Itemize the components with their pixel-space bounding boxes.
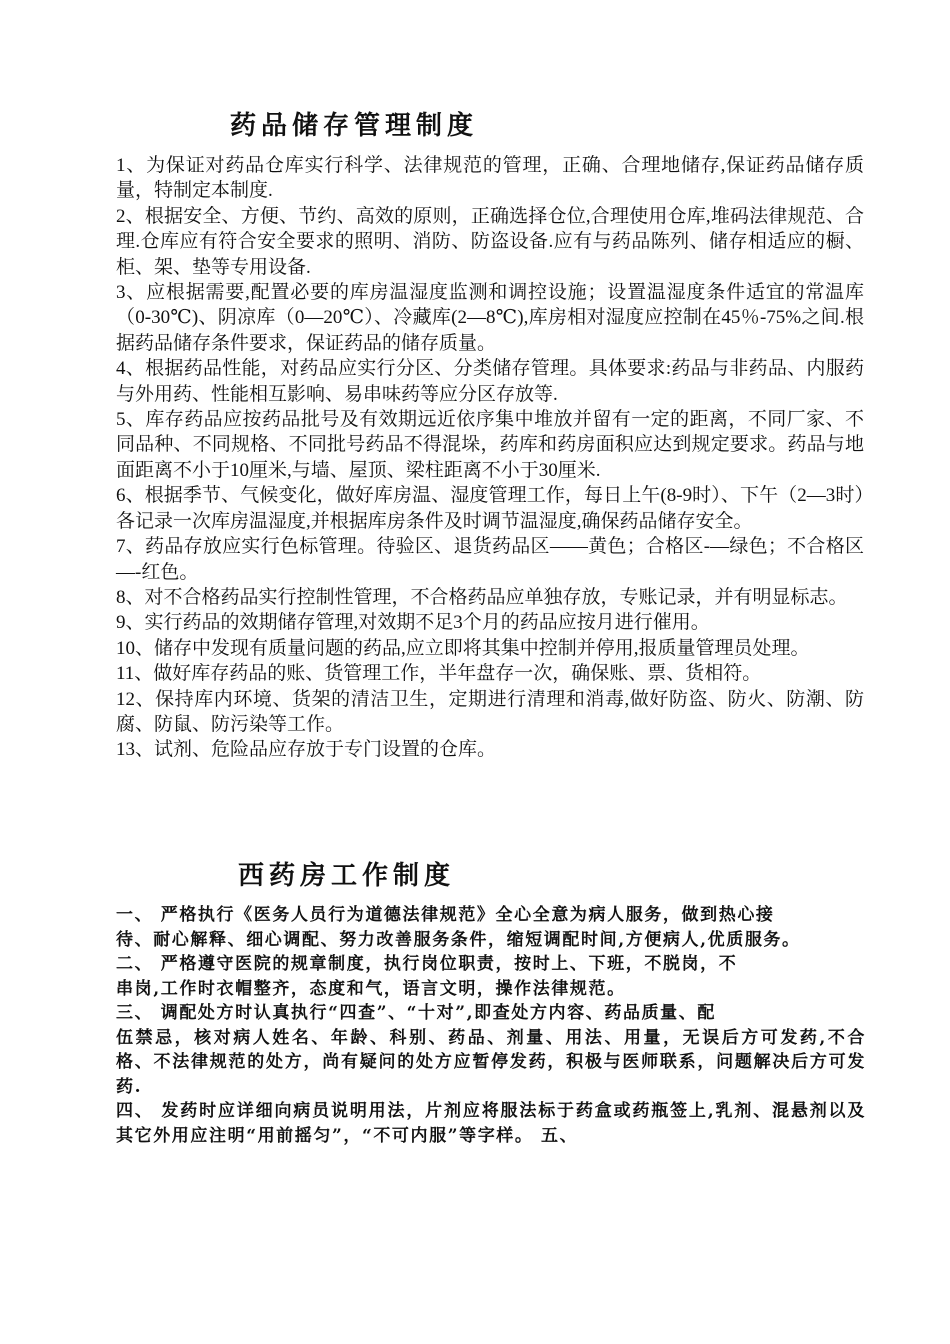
- pharmacy-rules-section: [116, 903, 866, 1148]
- storage-rule-paragraph: 6、根据季节、气候变化，做好库房温、湿度管理工作，每日上午(8-9时）、下午（2—3时）各记录一次库房温湿度,并根据库房条件及时调节温湿度,确保药品储存安全。: [116, 485, 864, 532]
- storage-rule-paragraph: 10、储存中发现有质量问题的药品,应立即将其集中控制并停用,报质量管理员处理。: [116, 637, 810, 659]
- pharmacy-rule-paragraph: 待、耐心解释、细心调配、努力改善服务条件，缩短调配时间,方便病人,优质服务。: [116, 929, 801, 950]
- storage-rule-paragraph: 5、库存药品应按药品批号及有效期远近依序集中堆放并留有一定的距离，不同厂家、不同品种、不同规格、不同批号药品不得混垛，药库和药房面积应达到规定要求。药品与地面距离不小于10厘米,与墙、屋顶、梁柱距离不小于30厘米.: [116, 409, 864, 481]
- storage-rule-paragraph: 12、保持库内环境、货架的清洁卫生，定期进行清理和消毒,做好防盗、防火、防潮、防腐、防鼠、防污染等工作。: [116, 688, 864, 735]
- storage-rule-paragraph: 4、根据药品性能，对药品应实行分区、分类储存管理。具体要求:药品与非药品、内服药与外用药、性能相互影响、易串味药等应分区存放等.: [116, 358, 864, 405]
- pharmacy-rule-paragraph: 四、 发药时应详细向病员说明用法，片剂应将服法标于药盒或药瓶签上,乳剂、混悬剂以及其它外用应注明“用前摇匀”，“不可内服”等字样。 五、: [116, 1101, 866, 1146]
- pharmacy-rule-paragraph: 三、 调配处方时认真执行“四查”、“十对”,即查处方内容、药品质量、配: [116, 1003, 716, 1023]
- storage-rule-paragraph: 13、试剂、危险品应存放于专门设置的仓库。: [116, 739, 497, 761]
- storage-rule-paragraph: 1、为保证对药品仓库实行科学、法律规范的管理，正确、合理地储存,保证药品储存质量，特制定本制度.: [116, 155, 864, 202]
- storage-rule-paragraph: 2、根据安全、方便、节约、高效的原则，正确选择仓位,合理使用仓库,堆码法律规范、合理.仓库应有符合安全要求的照明、消防、防盗设备.应有与药品陈列、储存相适应的橱、柜、架、垫等专用设备.: [116, 205, 864, 278]
- storage-rule-paragraph: 3、应根据需要,配置必要的库房温湿度监测和调控设施；设置温湿度条件适宜的常温库（0-30℃)、阴凉库（0—20℃）、冷藏库(2—8℃),库房相对湿度应控制在45％-75%之间.根据药品储存条件要求，保证药品的储存质量。: [116, 282, 864, 354]
- storage-rule-paragraph: 9、实行药品的效期储存管理,对效期不足3个月的药品应按月进行催用。: [116, 612, 710, 634]
- pharmacy-rule-paragraph: 伍禁忌，核对病人姓名、年龄、科别、药品、剂量、用法、用量，无误后方可发药,不合格、不法律规范的处方，尚有疑问的处方应暂停发药，积极与医师联系，问题解决后方可发药.: [116, 1027, 866, 1097]
- storage-rule-paragraph: 7、药品存放应实行色标管理。待验区、退货药品区——黄色；合格区-—绿色；不合格区—-红色。: [116, 536, 864, 583]
- document-title-pharmacy-rules: 西药房工作制度: [238, 861, 456, 891]
- storage-rule-paragraph: 8、对不合格药品实行控制性管理，不合格药品应单独存放，专账记录，并有明显标志。: [116, 586, 848, 608]
- pharmacy-rule-paragraph: 二、 严格遵守医院的规章制度，执行岗位职责，按时上、下班，不脱岗，不: [116, 954, 738, 974]
- pharmacy-rule-paragraph: 一、 严格执行《医务人员行为道德法律规范》全心全意为病人服务，做到热心接: [116, 905, 775, 925]
- storage-rule-paragraph: 11、做好库存药品的账、货管理工作，半年盘存一次，确保账、票、货相符。: [116, 663, 762, 685]
- document-title-storage-rules: 药品储存管理制度: [230, 111, 479, 141]
- pharmacy-rule-paragraph: 串岗,工作时衣帽整齐，态度和气，语言文明，操作法律规范。: [116, 978, 626, 999]
- storage-rules-section: [116, 153, 864, 763]
